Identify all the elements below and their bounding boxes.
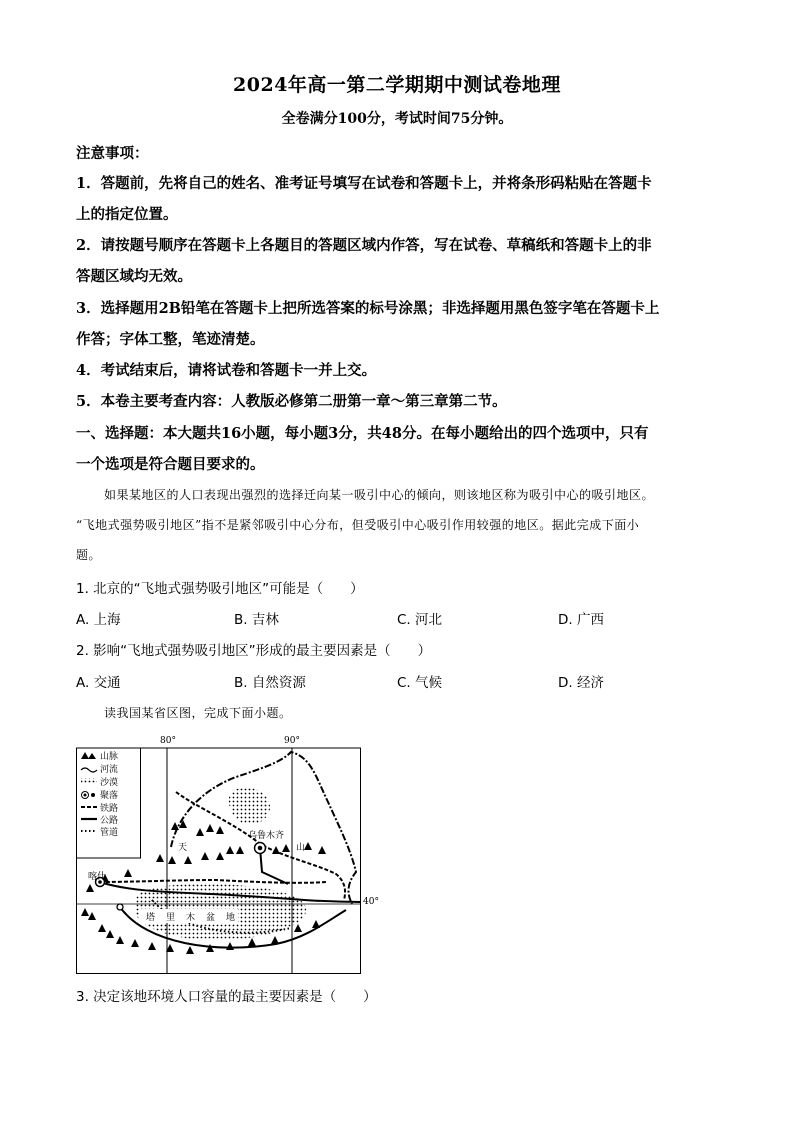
- legend-label-desert: 沙漠: [100, 778, 119, 788]
- legend-label-mountain: 山脉: [100, 752, 119, 762]
- label-tarim-basin: [140, 909, 238, 923]
- lon-label-80: 80°: [160, 736, 176, 746]
- label-shan: 山: [296, 843, 306, 853]
- question-3-stem: 3. 决定该地环境人口容量的最主要因素是（ ）: [76, 989, 377, 1005]
- exam-title: 2024年高一第二学期期中测试卷地理: [233, 74, 561, 96]
- question-1-option-b[interactable]: B. 吉林: [234, 612, 279, 628]
- notice-heading: 注意事项：: [76, 145, 149, 162]
- label-tian: 天: [178, 843, 188, 853]
- label-basin-1: 塔: [146, 913, 156, 923]
- legend-label-settlement: 聚落: [100, 791, 119, 801]
- question-2-stem: 2. 影响“飞地式强势吸引地区”形成的最主要因素是（ ）: [76, 643, 432, 659]
- legend-label-railway: 铁路: [100, 804, 119, 814]
- label-basin-2: 里: [166, 913, 176, 923]
- question-1-option-a[interactable]: A. 上海: [76, 612, 121, 628]
- section-heading-line1: 一、选择题：本大题共16小题，每小题3分，共48分。在每小题给出的四个选项中，只有: [76, 425, 649, 442]
- town-icon: [117, 904, 123, 910]
- lon-label-90: 90°: [284, 736, 300, 746]
- passage1-line3: 题。: [76, 548, 102, 562]
- label-basin-5: 地: [226, 913, 236, 923]
- label-urumqi: 乌鲁木齐: [248, 831, 285, 841]
- label-basin-4: 盆: [206, 913, 216, 923]
- question-1-option-d[interactable]: D. 广西: [558, 612, 604, 628]
- label-basin-3: 木: [186, 913, 196, 923]
- question-2-option-d[interactable]: D. 经济: [558, 675, 604, 691]
- question-1-option-c[interactable]: C. 河北: [397, 612, 443, 628]
- question-2-option-b[interactable]: B. 自然资源: [234, 675, 306, 691]
- notice-item-1-line1: 1．答题前，先将自己的姓名、准考证号填写在试卷和答题卡上，并将条形码粘贴在答题卡: [76, 175, 652, 192]
- notice-item-2-line1: 2．请按题号顺序在答题卡上各题目的答题区域内作答，写在试卷、草稿纸和答题卡上的非: [76, 237, 652, 254]
- legend-desert-icon: [81, 778, 97, 784]
- passage1-line2: “飞地式强势吸引地区”指不是紧邻吸引中心分布，但受吸引中心吸引作用较强的地区。据此完成下面小: [76, 518, 640, 532]
- legend-label-river: 河流: [100, 765, 119, 775]
- province-map: [76, 732, 379, 974]
- legend-label-pipeline: 管道: [100, 828, 119, 838]
- label-kashgar: 喀什: [88, 872, 107, 882]
- legend-label-road: 公路: [100, 816, 119, 826]
- notice-item-3-line2: 作答；字体工整，笔迹清楚。: [76, 331, 265, 348]
- exam-subtitle: 全卷满分100分，考试时间75分钟。: [281, 111, 513, 127]
- notice-item-5: 5．本卷主要考查内容：人教版必修第二册第一章～第三章第二节。: [76, 393, 507, 410]
- urumqi-settlement-icon: [255, 843, 266, 854]
- section-heading-line2: 一个选项是符合题目要求的。: [76, 456, 265, 473]
- question-2-option-a[interactable]: A. 交通: [76, 675, 121, 691]
- notice-item-4: 4．考试结束后，请将试卷和答题卡一并上交。: [76, 362, 377, 379]
- passage1-line1: 如果某地区的人口表现出强烈的选择迁向某一吸引中心的倾向，则该地区称为吸引中心的吸引地区。: [104, 488, 655, 502]
- passage2: 读我国某省区图，完成下面小题。: [104, 706, 292, 720]
- question-1-stem: 1. 北京的“飞地式强势吸引地区”可能是（ ）: [76, 581, 364, 597]
- notice-item-2-line2: 答题区域均无效。: [76, 268, 192, 285]
- notice-item-1-line2: 上的指定位置。: [76, 206, 178, 223]
- question-2-option-c[interactable]: C. 气候: [397, 675, 443, 691]
- notice-item-3-line1: 3．选择题用2B铅笔在答题卡上把所选答案的标号涂黑；非选择题用黑色签字笔在答题卡上: [76, 300, 660, 317]
- lat-label-40: 40°: [363, 897, 379, 907]
